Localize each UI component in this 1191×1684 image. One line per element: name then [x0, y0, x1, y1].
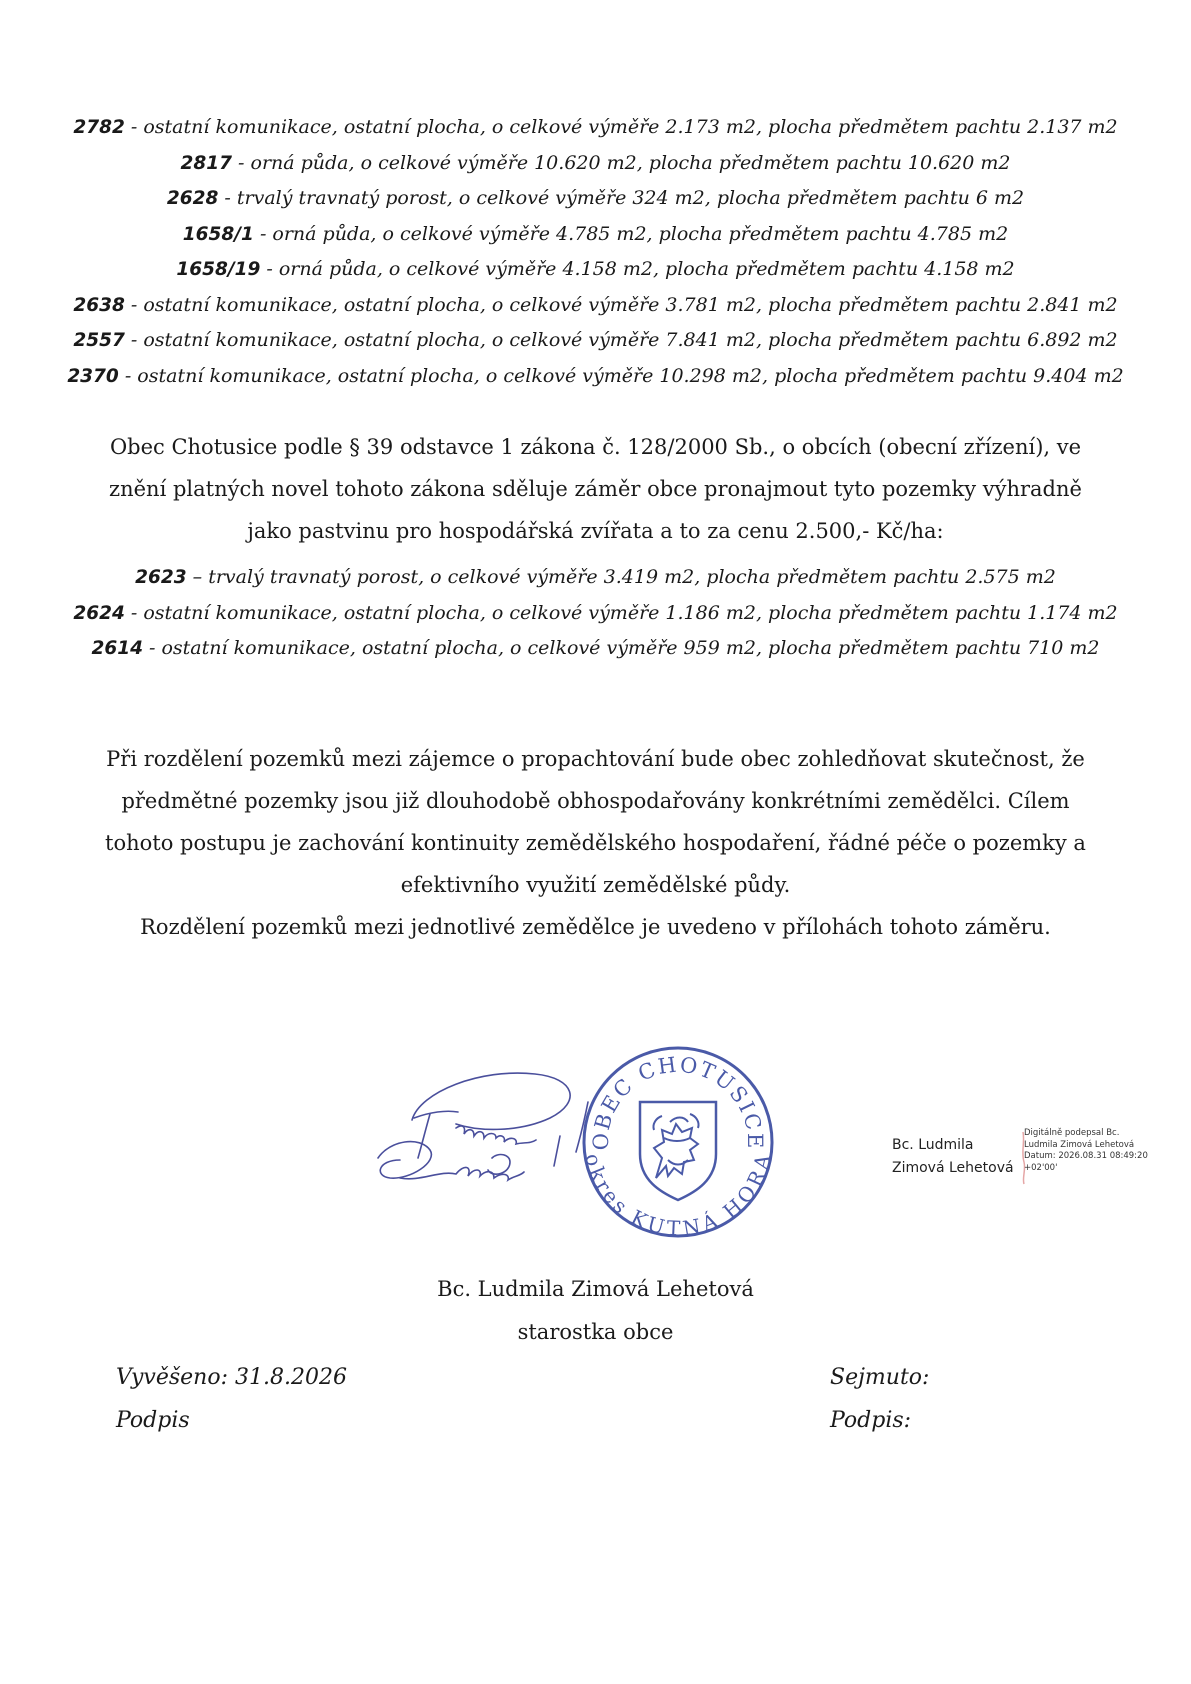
- parcel-row: [40, 596, 1151, 632]
- parcel-description: - orná půda, o celkové výměře 4.785 m2, plocha předmětem pachtu 4.785 m2: [253, 222, 1009, 245]
- parcel-row: [40, 359, 1151, 395]
- digital-signature-detail-line: Datum: 2026.08.31 08:49:20: [1024, 1151, 1148, 1161]
- coat-of-arms-icon: [640, 1102, 716, 1200]
- parcel-description: - ostatní komunikace, ostatní plocha, o celkové výměře 3.781 m2, plocha předmětem pachtu 2.841 m2: [124, 293, 1118, 316]
- parcel-number: 2624: [73, 602, 125, 624]
- parcel-row: [40, 288, 1151, 324]
- paragraph-line: předmětné pozemky jsou již dlouhodobě obhospodařovány konkrétními zemědělci. Cílem: [121, 789, 1070, 813]
- parcel-description: - orná půda, o celkové výměře 10.620 m2, plocha předmětem pachtu 10.620 m2: [232, 151, 1011, 174]
- parcel-description: - ostatní komunikace, ostatní plocha, o celkové výměře 1.186 m2, plocha předmětem pachtu 1.174 m2: [124, 601, 1118, 624]
- parcel-description: - ostatní komunikace, ostatní plocha, o celkové výměře 959 m2, plocha předmětem pachtu 710 m2: [142, 637, 1100, 659]
- parcel-row: [40, 181, 1151, 217]
- paragraph-line: efektivního využití zemědělské půdy.: [400, 873, 791, 897]
- parcel-row: [40, 252, 1151, 288]
- removed-signature-label: Podpis:: [830, 1408, 912, 1433]
- signer-name: Bc. Ludmila Zimová Lehetová: [437, 1277, 754, 1301]
- parcel-row: [40, 217, 1151, 253]
- digital-signature: [892, 1128, 1152, 1188]
- parcel-number: 2628: [166, 188, 219, 209]
- paragraph-line: tohoto postupu je zachování kontinuity zemědělského hospodaření, řádné péče o pozemky a: [105, 831, 1086, 855]
- digital-signature-details: [1024, 1128, 1154, 1174]
- signature-block: [360, 1042, 830, 1262]
- digital-signature-detail-line: +02'00': [1024, 1162, 1058, 1173]
- paragraph-line: Rozdělení pozemků mezi jednotlivé zemědělce je uvedeno v přílohách tohoto záměru.: [140, 915, 1051, 939]
- allocation-paragraph: [40, 738, 1151, 948]
- parcel-number: 2817: [180, 152, 232, 174]
- parcel-number: 2370: [67, 365, 119, 387]
- parcel-row: [40, 560, 1151, 596]
- parcel-row: [40, 146, 1151, 182]
- paragraph-line: znění platných novel tohoto zákona sděluje záměr obce pronajmout tyto pozemky výhradně: [109, 477, 1082, 501]
- parcel-row: [40, 110, 1151, 146]
- parcel-description: – trvalý travnatý porost, o celkové výměře 3.419 m2, plocha předmětem pachtu 2.575 m2: [186, 566, 1056, 588]
- digital-signature-name: [892, 1134, 1022, 1180]
- seal-top-text: OBEC CHOTUSICE: [588, 1052, 768, 1151]
- parcel-list-top: [40, 110, 1151, 394]
- digital-signature-detail-line: Digitálně podepsal Bc.: [1024, 1128, 1120, 1138]
- seal-bottom-text: okres KUTNÁ HORA: [580, 1151, 776, 1241]
- parcel-row: [40, 323, 1151, 359]
- paragraph-line: jako pastvinu pro hospodářská zvířata a to za cenu 2.500,- Kč/ha:: [247, 519, 944, 543]
- digital-signature-name-line: Bc. Ludmila: [892, 1137, 974, 1153]
- parcel-number: 2557: [73, 330, 125, 351]
- parcel-description: - ostatní komunikace, ostatní plocha, o celkové výměře 7.841 m2, plocha předmětem pachtu 6.892 m2: [124, 329, 1118, 351]
- signer-role: starostka obce: [517, 1320, 674, 1344]
- parcel-row: [40, 631, 1151, 667]
- parcel-number: 2623: [135, 567, 187, 588]
- digital-signature-name-line: Zimová Lehetová: [892, 1160, 1014, 1176]
- digital-signature-detail-line: Ludmila Zimová Lehetová: [1024, 1139, 1135, 1150]
- parcel-list-pasture: [40, 560, 1151, 667]
- parcel-number: 2638: [73, 294, 125, 316]
- handwritten-signature: [360, 1062, 600, 1212]
- parcel-number: 1658/19: [176, 259, 261, 280]
- paragraph-line: Obec Chotusice podle § 39 odstavce 1 zákona č. 128/2000 Sb., o obcích (obecní zřízení), ve: [109, 435, 1082, 459]
- lease-intent-paragraph: [40, 426, 1151, 552]
- municipal-seal: [578, 1042, 778, 1242]
- posted-date: Vyvěšeno: 31.8.2026: [116, 1365, 347, 1390]
- paragraph-line: Při rozdělení pozemků mezi zájemce o propachtování bude obec zohledňovat skutečnost, že: [106, 747, 1085, 771]
- parcel-description: - ostatní komunikace, ostatní plocha, o celkové výměře 10.298 m2, plocha předmětem pachtu 9.404 m2: [118, 364, 1124, 387]
- parcel-number: 2614: [91, 638, 143, 659]
- parcel-description: - orná půda, o celkové výměře 4.158 m2, plocha předmětem pachtu 4.158 m2: [260, 258, 1015, 280]
- parcel-description: - trvalý travnatý porost, o celkové výměře 324 m2, plocha předmětem pachtu 6 m2: [218, 187, 1025, 209]
- parcel-number: 2782: [73, 117, 125, 138]
- parcel-number: 1658/1: [182, 223, 254, 245]
- parcel-description: - ostatní komunikace, ostatní plocha, o celkové výměře 2.173 m2, plocha předmětem pachtu 2.137 m2: [124, 116, 1118, 138]
- posted-signature-label: Podpis: [116, 1408, 190, 1433]
- removed-date: Sejmuto:: [830, 1365, 930, 1390]
